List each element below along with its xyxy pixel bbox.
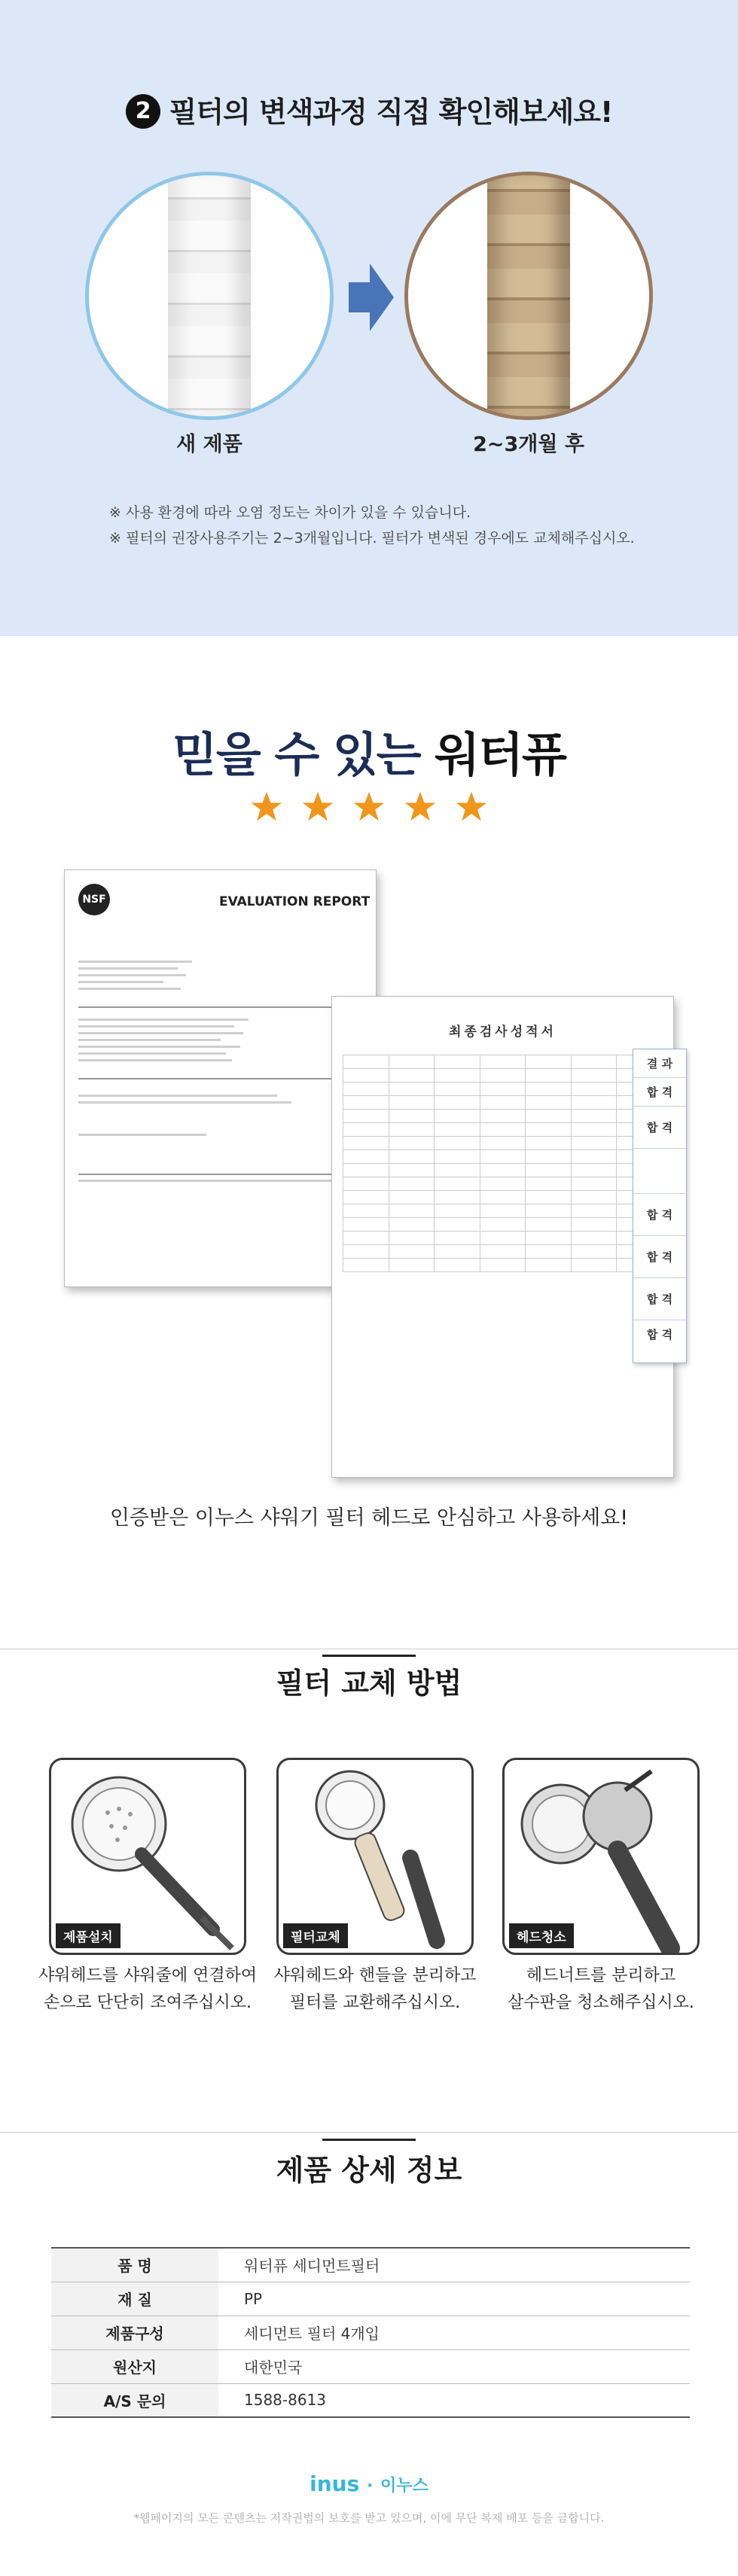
step-filter-image xyxy=(276,1758,474,1955)
new-filter-image xyxy=(85,172,334,420)
filter-change-title: 필터 교체 방법 xyxy=(276,1667,462,1700)
result-empty xyxy=(633,1149,686,1194)
table-row xyxy=(51,2282,690,2316)
spec-key: 원산지 xyxy=(51,2349,218,2383)
note-line: ※ 사용 환경에 따라 오염 정도는 차이가 있을 수 있습니다. xyxy=(109,504,471,521)
spec-key: A/S 문의 xyxy=(51,2383,218,2417)
table-row xyxy=(51,2248,690,2282)
spec-value: 1588-8613 xyxy=(244,2391,327,2410)
result-pass: 합 격 xyxy=(646,1328,673,1341)
step-tag: 헤드청소 xyxy=(509,1923,574,1948)
section1-title-text: 필터의 변색과정 직접 확인해보세요! xyxy=(169,96,613,129)
step-tag: 제품설치 xyxy=(56,1923,120,1948)
step-tag: 필터교체 xyxy=(283,1923,348,1948)
spec-key: 제품구성 xyxy=(51,2316,218,2349)
star-icon xyxy=(352,790,386,824)
logo-dot: · xyxy=(367,2477,374,2495)
step-clean-image xyxy=(502,1758,700,1955)
star-icon xyxy=(455,790,488,824)
note-line: ※ 필터의 권장사용주기는 2~3개월입니다. 필터가 변색된 경우에도 교체해주십시오. xyxy=(109,530,635,547)
table-row xyxy=(51,2316,690,2349)
logo-sub: 이누스 xyxy=(380,2477,428,2495)
used-filter-roll xyxy=(487,172,570,420)
trust-title xyxy=(0,717,738,784)
desc-line: 샤워헤드와 핸들을 분리하고 xyxy=(273,1966,477,1985)
desc-line: 손으로 단단히 조여주십시오. xyxy=(43,1993,252,2012)
evaluation-report-doc xyxy=(64,869,377,1287)
spec-value: 대한민국 xyxy=(244,2358,303,2377)
step-filter-desc xyxy=(247,1962,503,2017)
caption-new: 새 제품 xyxy=(176,433,242,456)
spec-key: 재 질 xyxy=(51,2282,218,2316)
title-accent-line xyxy=(322,1655,416,1657)
spec-value: 워터퓨 세디먼트필터 xyxy=(244,2257,380,2276)
spec-value: PP xyxy=(244,2289,263,2308)
filter-change-section xyxy=(0,0,738,636)
logo-text: inus xyxy=(310,2471,360,2496)
usage-notes xyxy=(109,500,651,551)
divider xyxy=(0,2132,738,2133)
step-number-badge: 2 xyxy=(126,94,160,129)
inspection-report-title: 최종검사성적서 xyxy=(449,1025,557,1040)
nsf-logo: NSF xyxy=(78,884,110,915)
spec-key: 품 명 xyxy=(51,2248,218,2282)
copyright-notice: *웹페이지의 모든 콘텐츠는 저작권법의 보호를 받고 있으며, 이에 무단 복제 배포 등을 금합니다. xyxy=(133,2511,605,2525)
result-header: 결 과 xyxy=(633,1049,686,1078)
inspection-grid xyxy=(343,1055,663,1272)
desc-line: 살수판을 청소해주십시오. xyxy=(508,1993,694,2012)
arrow-right-icon xyxy=(349,260,394,335)
product-detail-title: 제품 상세 정보 xyxy=(276,2154,462,2187)
star-icon xyxy=(301,790,334,824)
section1-title xyxy=(0,89,738,132)
result-pass: 합 격 xyxy=(633,1107,686,1149)
title-accent-line xyxy=(322,2139,416,2141)
trust-title-part1: 믿을 수 있는 xyxy=(172,727,420,782)
certification-caption: 인증받은 이누스 샤워기 필터 헤드로 안심하고 사용하세요! xyxy=(109,1506,629,1530)
inus-logo xyxy=(0,2471,738,2496)
step-clean-desc xyxy=(473,1962,729,2017)
inspection-report-doc xyxy=(331,996,674,1478)
table-row xyxy=(51,2383,690,2417)
evaluation-report-title: EVALUATION REPORT xyxy=(219,894,371,909)
step-install-desc xyxy=(20,1962,276,2017)
caption-used: 2~3개월 후 xyxy=(473,433,584,456)
desc-line: 헤드너트를 분리하고 xyxy=(526,1966,676,1985)
desc-line: 샤워헤드를 샤워줄에 연결하여 xyxy=(38,1966,258,1985)
result-pass: 합 격 xyxy=(633,1236,686,1278)
result-pass: 합 격 xyxy=(633,1278,686,1320)
table-row xyxy=(51,2349,690,2383)
spec-value: 세디먼트 필터 4개입 xyxy=(244,2325,380,2343)
rating-stars xyxy=(0,790,738,827)
star-icon xyxy=(404,790,437,824)
result-column xyxy=(633,1049,687,1363)
doc-text-lines xyxy=(78,961,362,1182)
used-filter-image xyxy=(404,172,653,420)
spec-table xyxy=(51,2247,690,2418)
star-icon xyxy=(250,790,283,824)
certificate-images xyxy=(64,869,689,1479)
result-pass: 합 격 xyxy=(633,1078,686,1107)
new-filter-roll xyxy=(168,172,251,420)
step-install-image xyxy=(49,1758,246,1955)
result-pass: 합 격 xyxy=(633,1194,686,1236)
desc-line: 필터를 교환해주십시오. xyxy=(289,1993,461,2012)
trust-title-brand: 워터퓨 xyxy=(435,727,566,782)
